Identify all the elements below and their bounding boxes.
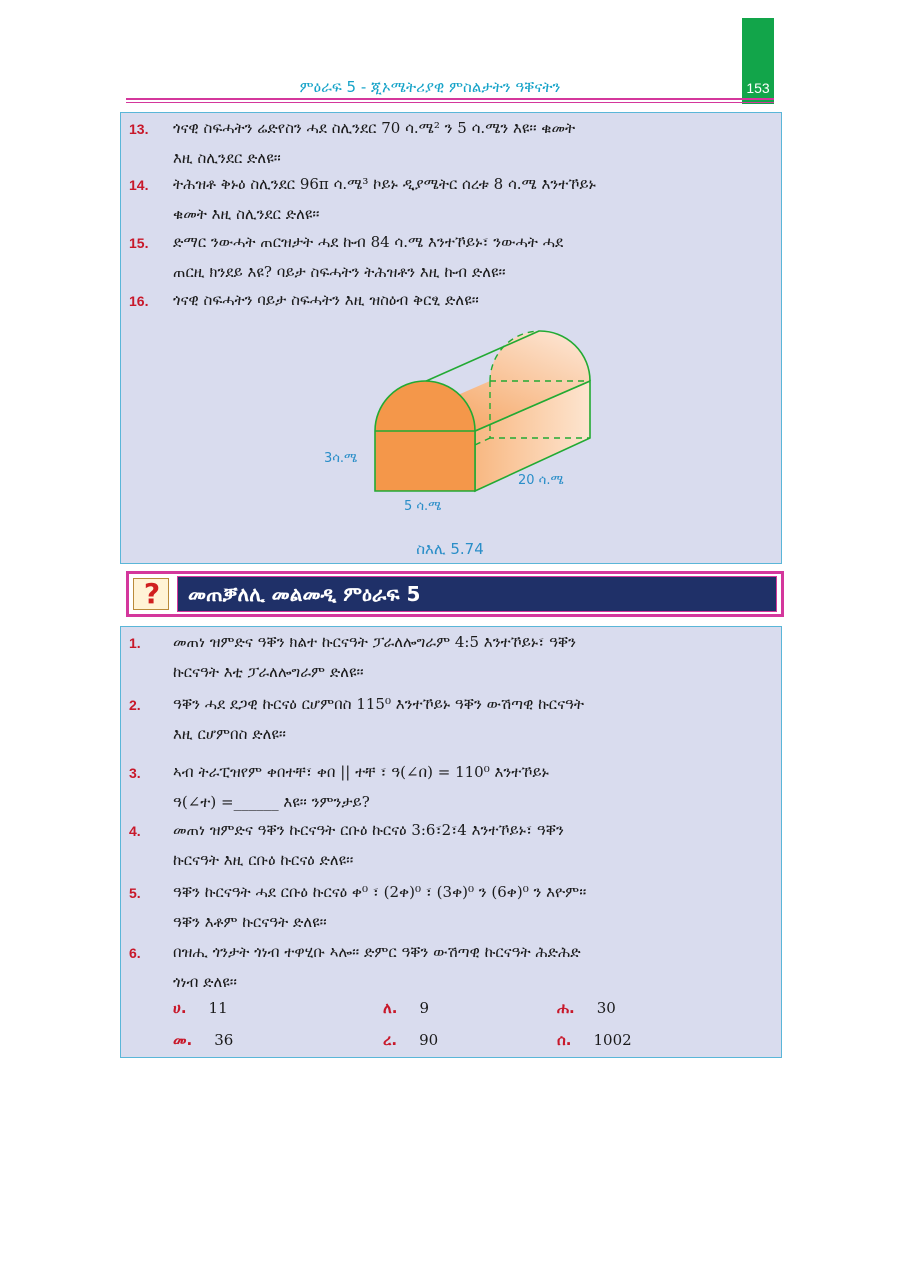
question-number: 16. (129, 293, 149, 309)
question-text: ቁመት እዚ ስሊንደር ድለዩ፡፡ (173, 205, 320, 223)
question-text: መጠነ ዝምድና ዓቐን ኩርናዓት ርቡዕ ኩርናዕ 3:6፣2፣4 እንተኾይኑ፣ ዓቐን (173, 821, 564, 839)
question-text: ጎነብ ድለዩ፡፡ (173, 973, 237, 991)
option-value: 11 (208, 999, 228, 1017)
width-label: 5 ሳ.ሜ (404, 499, 442, 514)
question-text: በዝሒ ጎንታት ጎነብ ተዋሂቡ ኣሎ፡፡ ድምር ዓቐን ውሽጣዊ ኩርናዓት ሕድሕድ (173, 943, 581, 961)
banner-title-bar (177, 576, 777, 612)
question-text: ዓቐን ኩርናዓት ሓደ ርቡዕ ኩርናዕ ቀ⁰ ፣ (2ቀ)⁰ ፣ (3ቀ)⁰ ን (6ቀ)⁰ ን እዮም፡፡ (173, 883, 587, 901)
question-number: 3. (129, 765, 141, 781)
option-b (383, 999, 429, 1017)
front-face (375, 381, 475, 491)
question-text: ዓ(∠ተ) =______ እዩ፡፡ ንምንታይ? (173, 793, 370, 811)
question-number: 15. (129, 235, 149, 251)
option-f (557, 1031, 632, 1049)
question-text: ጠርዚ ክንደይ እዩ? ባይታ ስፍሓትን ትሕዝቶን እዚ ኩብ ድለዩ፡፡ (173, 263, 506, 281)
question-text: እዚ ርሆምበስ ድለዩ፡፡ (173, 725, 286, 743)
question-text: ጎናዊ ስፍሓትን ሬድየስን ሓደ ስሊንደር 70 ሳ.ሜ² ን 5 ሳ.ሜን እዩ፡፡ ቁመት (173, 119, 576, 137)
header-rule (126, 98, 774, 100)
option-a (173, 999, 228, 1017)
question-text: ኩርናዓት እቲ ፓራለሎግራም ድለዩ፡፡ (173, 663, 364, 681)
option-e (383, 1031, 438, 1049)
option-letter: ሰ. (557, 1031, 572, 1049)
solid-figure-drawing (300, 325, 620, 525)
question-text: ድማር ንውሓት ጠርዝታት ሓደ ኩብ 84 ሳ.ሜ እንተኾይኑ፣ ንውሓት ሓደ (173, 233, 564, 251)
option-letter: ረ. (383, 1031, 398, 1049)
option-value: 9 (419, 999, 430, 1017)
question-number: 5. (129, 885, 141, 901)
question-text: እዚ ስሊንደር ድለዩ፡፡ (173, 149, 281, 167)
figure-caption: ስእሊ 5.74 (416, 540, 484, 558)
option-letter: ሀ. (173, 999, 187, 1017)
section-title: መጠቓለሊ መልመዲ ምዕራፍ 5 (188, 582, 421, 606)
question-text: ጎናዊ ስፍሓትን ባይታ ስፍሓትን እዚ ዝስዕብ ቅርፂ ድለዩ፡፡ (173, 291, 479, 309)
option-d (173, 1031, 233, 1049)
question-number: 13. (129, 121, 149, 137)
question-text: መጠነ ዝምድና ዓቐን ክልተ ኩርናዓት ፓራለሎግራም 4:5 እንተኾይኑ፣ ዓቐን (173, 633, 577, 651)
option-letter: መ. (173, 1031, 193, 1049)
header-rule-thin (126, 102, 774, 103)
question-text: ኩርናዓት እዚ ርቡዕ ኩርናዕ ድለዩ፡፡ (173, 851, 354, 869)
option-value: 36 (214, 1031, 234, 1049)
option-value: 90 (419, 1031, 439, 1049)
question-mark-glyph: ? (143, 577, 161, 610)
section-banner (126, 571, 784, 617)
option-value: 1002 (593, 1031, 632, 1049)
question-text: ዓቐን ሓደ ደጋዊ ኩርናዕ ርሆምበስ 115⁰ እንተኾይኑ ዓቐን ውሽጣዊ ኩርናዓት (173, 695, 585, 713)
length-label: 20 ሳ.ሜ (518, 473, 564, 488)
question-number: 4. (129, 823, 141, 839)
question-number: 14. (129, 177, 149, 193)
question-text: ኣብ ትራፒዝየም ቀበተቸ፣ ቀበ || ተቸ ፣ ዓ(∠በ) = 110⁰ እንተኾይኑ (173, 763, 549, 781)
question-number: 1. (129, 635, 141, 651)
page-number: 153 (746, 80, 770, 96)
question-number: 2. (129, 697, 141, 713)
question-number: 6. (129, 945, 141, 961)
option-letter: ለ. (383, 999, 398, 1017)
question-text: ትሕዝቶ ቅኑዕ ስሊንደር 96π ሳ.ሜ³ ኮይኑ ዲያሜትር ሰረቱ 8 ሳ.ሜ እንተኾይኑ (173, 175, 596, 193)
option-c (557, 999, 616, 1017)
option-value: 30 (596, 999, 616, 1017)
question-text: ዓቐን እቶም ኩርናዓት ድለዩ፡፡ (173, 913, 327, 931)
exercise-box-2 (120, 626, 782, 1058)
solid-figure (300, 325, 620, 525)
question-mark-icon (133, 578, 169, 610)
chapter-header-title: ምዕራፍ 5 - ጂኦሜትሪያዊ ምስልታትን ዓቐናትን (299, 78, 561, 96)
height-label: 3ሳ.ሜ (324, 451, 358, 466)
option-letter: ሐ. (557, 999, 575, 1017)
